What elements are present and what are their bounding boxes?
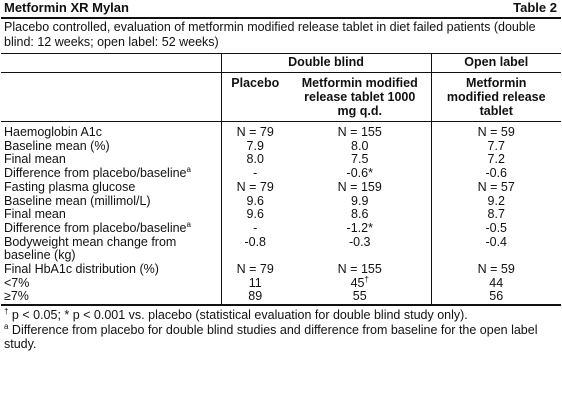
placebo-cell bbox=[221, 263, 289, 277]
metformin-db-cell bbox=[289, 140, 431, 154]
row-label bbox=[1, 195, 221, 209]
metformin-db-cell-value: -0.3 bbox=[348, 234, 371, 249]
row-label bbox=[1, 167, 221, 181]
metformin-ol-cell bbox=[431, 140, 561, 154]
metformin-ol-cell-value: -0.5 bbox=[485, 220, 508, 235]
metformin-ol-cell bbox=[431, 122, 561, 140]
footnote-mark: a bbox=[186, 165, 191, 175]
open-label-header: Open label bbox=[431, 54, 561, 73]
placebo-cell-value: 7.9 bbox=[246, 138, 264, 153]
footnote-text: p < 0.05; * p < 0.001 vs. placebo (statistical evaluation for double blind study only). bbox=[8, 308, 468, 323]
row-label bbox=[1, 122, 221, 140]
footnotes bbox=[1, 304, 561, 352]
placebo-cell-value: 9.6 bbox=[246, 193, 264, 208]
metformin-ol-cell-value: 9.2 bbox=[487, 193, 505, 208]
table-row bbox=[1, 277, 561, 291]
placebo-cell-value: N = 79 bbox=[236, 262, 274, 277]
metformin-db-cell bbox=[289, 153, 431, 167]
placebo-cell-value: - bbox=[253, 220, 258, 235]
row-label-text: Baseline mean (millimol/L) bbox=[4, 193, 151, 208]
metformin-ol-cell bbox=[431, 181, 561, 195]
metformin-ol-cell bbox=[431, 263, 561, 277]
placebo-cell-value: -0.8 bbox=[244, 234, 267, 249]
footnote-mark: † bbox=[364, 274, 369, 284]
placebo-cell bbox=[221, 290, 289, 304]
metformin-ol-cell bbox=[431, 222, 561, 236]
placebo-cell-value: - bbox=[253, 166, 258, 181]
placebo-cell-value: N = 79 bbox=[236, 125, 274, 139]
metformin-db-cell-value: N = 159 bbox=[337, 179, 382, 194]
metformin-ol-cell-value: -0.6 bbox=[485, 166, 508, 181]
metformin-db-cell-value: 8.0 bbox=[351, 138, 369, 153]
row-label-text: ≥7% bbox=[4, 289, 29, 304]
placebo-cell-value: 89 bbox=[248, 289, 263, 304]
metformin-ol-cell bbox=[431, 277, 561, 291]
metformin-ol-cell bbox=[431, 167, 561, 181]
metformin-db-cell bbox=[289, 195, 431, 209]
metformin-ol-cell-value: 44 bbox=[489, 275, 504, 290]
row-label-text: Baseline mean (%) bbox=[4, 138, 110, 153]
row-label bbox=[1, 277, 221, 291]
metformin-db-cell bbox=[289, 290, 431, 304]
table-row bbox=[1, 140, 561, 154]
placebo-cell bbox=[221, 167, 289, 181]
metformin-db-cell bbox=[289, 274, 431, 291]
metformin-ol-cell bbox=[431, 195, 561, 209]
table-row bbox=[1, 195, 561, 209]
metformin-ol-cell-value: N = 59 bbox=[477, 262, 515, 277]
metformin-ol-cell bbox=[431, 153, 561, 167]
table-body bbox=[1, 122, 561, 305]
metformin-db-cell-value: -0.6* bbox=[346, 166, 373, 181]
table-row bbox=[1, 236, 561, 263]
metformin-ol-cell-value: 7.7 bbox=[487, 138, 505, 153]
table-caption: Placebo controlled, evaluation of metformin modified release tablet in diet failed patients (double blind: 12 weeks; open label: 52 weeks) bbox=[4, 20, 536, 49]
row-label bbox=[1, 263, 221, 277]
row-label-text: Haemoglobin A1c bbox=[4, 125, 102, 139]
table-row bbox=[1, 208, 561, 222]
empty-header-cell bbox=[1, 54, 221, 73]
metformin-ol-cell bbox=[431, 236, 561, 263]
placebo-cell-value: 9.6 bbox=[246, 207, 264, 222]
row-label-text: Final mean bbox=[4, 207, 66, 222]
metformin-ol-cell bbox=[431, 208, 561, 222]
metformin-ol-cell-value: 56 bbox=[489, 289, 504, 304]
placebo-cell bbox=[221, 181, 289, 195]
metformin-ol-cell-value: 8.7 bbox=[487, 207, 505, 222]
metformin-db-cell-value: N = 155 bbox=[337, 262, 382, 277]
table-row bbox=[1, 290, 561, 304]
metformin-db-cell bbox=[289, 263, 431, 277]
metformin-db-cell-value: 45 bbox=[350, 275, 365, 290]
metformin-db-cell-value: 8.6 bbox=[351, 207, 369, 222]
row-label-text: <7% bbox=[4, 275, 30, 290]
metformin-ol-cell-value: N = 59 bbox=[477, 125, 515, 139]
column-header-row bbox=[1, 73, 561, 122]
results-table bbox=[1, 54, 561, 304]
row-label bbox=[1, 181, 221, 195]
metformin-db-cell bbox=[289, 122, 431, 140]
row-label bbox=[1, 140, 221, 154]
footnote-text: Difference from placebo for double blind studies and difference from baseline for the open label study. bbox=[4, 322, 538, 352]
table-row bbox=[1, 222, 561, 236]
metformin-ol-cell-value: -0.4 bbox=[485, 234, 508, 249]
placebo-cell-value: N = 79 bbox=[236, 179, 274, 194]
table-row bbox=[1, 263, 561, 277]
metformin-db-cell-value: N = 155 bbox=[337, 125, 382, 139]
row-label bbox=[1, 236, 221, 263]
metformin-ol-cell-value: 7.2 bbox=[487, 152, 505, 167]
metformin-ol-column-header: Metformin modified release tablet bbox=[431, 73, 561, 122]
metformin-db-column-header: Metformin modified release tablet 1000 mg q.d. bbox=[289, 73, 431, 122]
placebo-cell bbox=[221, 140, 289, 154]
placebo-cell bbox=[221, 208, 289, 222]
row-label-text: Fasting plasma glucose bbox=[4, 179, 136, 194]
row-label bbox=[1, 290, 221, 304]
footnote-mark: a bbox=[4, 321, 9, 331]
metformin-ol-cell bbox=[431, 290, 561, 304]
footnote-mark: a bbox=[186, 219, 191, 229]
metformin-db-cell-value: 7.5 bbox=[351, 152, 369, 167]
document-page bbox=[1, 0, 561, 406]
footnote-significance bbox=[4, 308, 558, 323]
metformin-db-cell bbox=[289, 181, 431, 195]
title-bar bbox=[1, 0, 561, 19]
placebo-cell bbox=[221, 153, 289, 167]
empty-subheader-cell bbox=[1, 73, 221, 122]
placebo-cell bbox=[221, 195, 289, 209]
placebo-column-header: Placebo bbox=[221, 73, 289, 122]
double-blind-header: Double blind bbox=[221, 54, 431, 73]
metformin-db-cell bbox=[289, 167, 431, 181]
table-row bbox=[1, 181, 561, 195]
metformin-ol-cell-value: N = 57 bbox=[477, 179, 515, 194]
table-row bbox=[1, 167, 561, 181]
placebo-cell bbox=[221, 122, 289, 140]
metformin-db-cell bbox=[289, 222, 431, 236]
footnote-difference bbox=[4, 323, 558, 352]
row-label-text: Final mean bbox=[4, 152, 66, 167]
row-label-text: Bodyweight mean change from baseline (kg) bbox=[4, 234, 177, 263]
placebo-cell-value: 11 bbox=[248, 275, 262, 290]
metformin-db-cell bbox=[289, 208, 431, 222]
footnote-mark: † bbox=[4, 307, 9, 317]
placebo-cell bbox=[221, 222, 289, 236]
row-label-text: Difference from placebo/baseline bbox=[4, 220, 187, 235]
metformin-db-cell-value: 9.9 bbox=[351, 193, 369, 208]
row-label-text: Difference from placebo/baseline bbox=[4, 166, 187, 181]
placebo-cell bbox=[221, 236, 289, 263]
group-header-row bbox=[1, 54, 561, 73]
placebo-cell-value: 8.0 bbox=[246, 152, 264, 167]
metformin-db-cell-value: -1.2* bbox=[346, 220, 373, 235]
placebo-cell bbox=[221, 277, 289, 291]
metformin-db-cell-value: 55 bbox=[352, 289, 367, 304]
metformin-db-cell bbox=[289, 236, 431, 263]
row-label bbox=[1, 219, 221, 236]
table-number: Table 2 bbox=[513, 0, 557, 15]
table-row bbox=[1, 122, 561, 140]
document-title: Metformin XR Mylan bbox=[4, 0, 129, 15]
row-label-text: Final HbA1c distribution (%) bbox=[4, 262, 159, 277]
